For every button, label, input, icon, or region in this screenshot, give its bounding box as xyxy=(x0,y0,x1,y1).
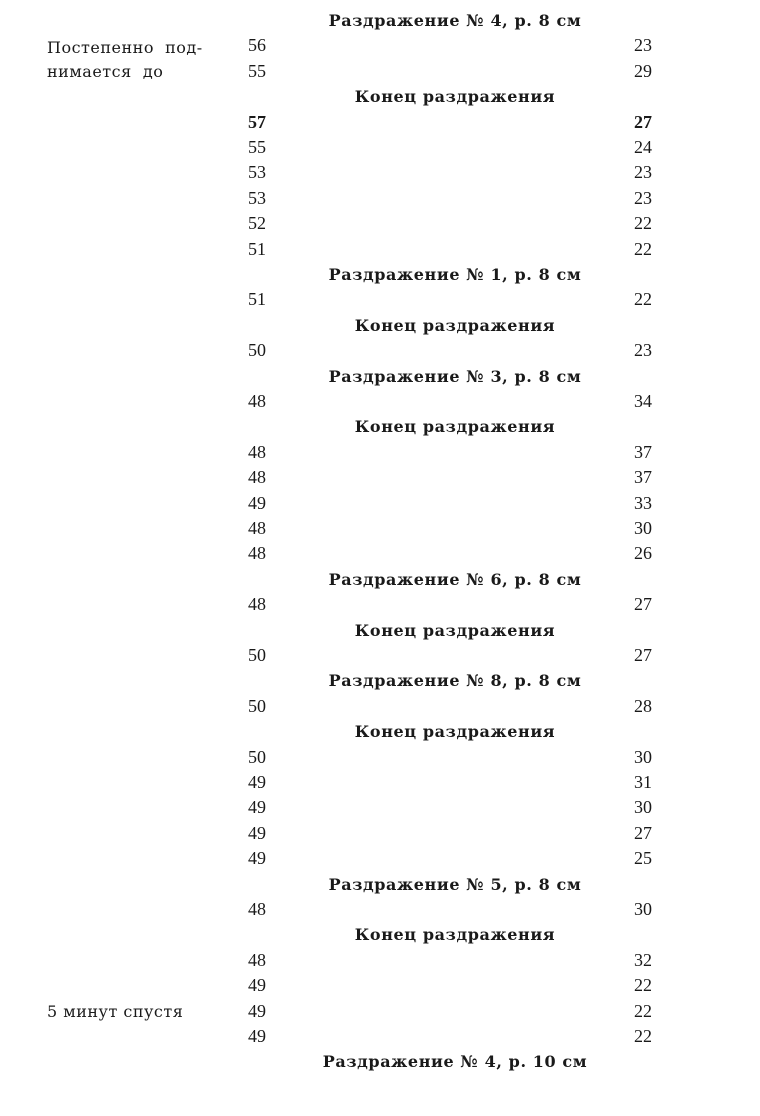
stimulation-heading xyxy=(0,262,760,287)
table-row xyxy=(0,948,760,973)
value-right: 23 xyxy=(634,187,652,208)
value-left: 49 xyxy=(248,822,266,843)
note-five-minutes-later: 5 минут спустя xyxy=(47,1002,184,1021)
value-right: 25 xyxy=(634,848,652,869)
table-row xyxy=(0,745,760,770)
value-right: 23 xyxy=(634,340,652,361)
value-left: 49 xyxy=(248,772,266,792)
table-row xyxy=(0,592,760,617)
value-left: 53 xyxy=(248,187,266,208)
end-of-stimulation-heading xyxy=(0,414,760,439)
end-of-stimulation-heading xyxy=(0,84,760,109)
end-label: Конец раздражения xyxy=(354,417,556,437)
stimulation-heading xyxy=(0,1049,760,1074)
stimulation-label: Раздражение № 3, р. 8 см xyxy=(328,366,582,386)
value-right: 33 xyxy=(634,492,652,513)
end-of-stimulation-heading xyxy=(0,618,760,643)
table-row xyxy=(0,338,760,363)
value-right: 31 xyxy=(634,772,652,792)
value-right: 26 xyxy=(634,543,652,564)
value-right: 30 xyxy=(634,899,652,919)
end-of-stimulation-heading xyxy=(0,719,760,744)
value-right: 23 xyxy=(634,35,652,56)
value-left: 48 xyxy=(248,949,266,970)
table-row xyxy=(0,440,760,465)
value-right: 32 xyxy=(634,949,652,970)
table-row xyxy=(0,465,760,490)
table-row xyxy=(0,973,760,998)
table-row xyxy=(0,846,760,871)
end-label: Конец раздражения xyxy=(354,87,556,107)
value-right: 22 xyxy=(634,213,652,234)
value-left: 49 xyxy=(248,848,266,869)
value-left: 48 xyxy=(248,543,266,564)
value-left: 57 xyxy=(248,111,266,132)
value-right: 28 xyxy=(634,695,652,716)
end-of-stimulation-heading xyxy=(0,313,760,338)
stimulation-heading xyxy=(0,872,760,897)
table-row xyxy=(0,821,760,846)
table-row xyxy=(0,516,760,541)
table-row xyxy=(0,643,760,668)
table-row xyxy=(0,795,760,820)
value-right: 23 xyxy=(634,162,652,183)
stimulation-label: Раздражение № 4, р. 10 см xyxy=(322,1052,588,1072)
value-left: 49 xyxy=(248,492,266,513)
stimulation-label: Раздражение № 1, р. 8 см xyxy=(328,265,582,284)
table-row xyxy=(0,287,760,312)
table-row xyxy=(0,59,760,84)
stimulation-heading xyxy=(0,567,760,592)
value-left: 55 xyxy=(248,60,266,81)
stimulation-heading xyxy=(0,364,760,389)
end-label: Конец раздражения xyxy=(354,620,556,640)
value-left: 48 xyxy=(248,391,266,411)
table-row xyxy=(0,33,760,58)
value-right: 29 xyxy=(634,60,652,81)
table-row xyxy=(0,211,760,236)
end-label: Конец раздражения xyxy=(354,722,556,742)
note-gradual-line-1: Постепенно под- xyxy=(47,38,203,57)
value-left: 52 xyxy=(248,213,266,234)
value-right: 22 xyxy=(634,1026,652,1046)
value-right: 30 xyxy=(634,746,652,767)
value-right: 30 xyxy=(634,518,652,538)
value-left: 56 xyxy=(248,35,266,56)
value-left: 48 xyxy=(248,441,266,462)
value-right: 27 xyxy=(634,111,652,132)
value-right: 22 xyxy=(634,975,652,996)
value-left: 48 xyxy=(248,899,266,919)
value-left: 49 xyxy=(248,1026,266,1046)
value-right: 34 xyxy=(634,391,652,411)
value-left: 51 xyxy=(248,289,266,310)
value-right: 30 xyxy=(634,797,652,818)
value-right: 37 xyxy=(634,441,652,462)
value-left: 49 xyxy=(248,975,266,996)
value-right: 22 xyxy=(634,1000,652,1021)
end-label: Конец раздражения xyxy=(354,315,556,335)
table-row xyxy=(0,770,760,795)
value-left: 50 xyxy=(248,340,266,361)
table-row xyxy=(0,694,760,719)
table-row xyxy=(0,541,760,566)
value-left: 50 xyxy=(248,746,266,767)
value-left: 48 xyxy=(248,594,266,615)
value-left: 50 xyxy=(248,695,266,716)
value-right: 22 xyxy=(634,289,652,310)
table-row xyxy=(0,999,760,1024)
table-row xyxy=(0,110,760,135)
value-left: 48 xyxy=(248,467,266,488)
value-right: 24 xyxy=(634,137,652,157)
value-left: 49 xyxy=(248,1000,266,1021)
value-right: 22 xyxy=(634,238,652,259)
table-row xyxy=(0,186,760,211)
table-row xyxy=(0,237,760,262)
table-row xyxy=(0,389,760,414)
stimulation-label: Раздражение № 5, р. 8 см xyxy=(328,874,582,894)
value-left: 49 xyxy=(248,797,266,818)
stimulation-heading xyxy=(0,668,760,693)
table-row xyxy=(0,1024,760,1049)
stimulation-label: Раздражение № 6, р. 8 см xyxy=(328,569,582,589)
end-of-stimulation-heading xyxy=(0,922,760,947)
value-left: 53 xyxy=(248,162,266,183)
value-left: 55 xyxy=(248,137,266,157)
end-label: Конец раздражения xyxy=(354,925,556,945)
stimulation-label: Раздражение № 8, р. 8 см xyxy=(328,671,582,691)
value-right: 27 xyxy=(634,645,652,665)
value-left: 48 xyxy=(248,518,266,538)
table-row xyxy=(0,135,760,160)
value-right: 27 xyxy=(634,822,652,843)
value-left: 51 xyxy=(248,238,266,259)
table-row xyxy=(0,897,760,922)
value-left: 50 xyxy=(248,645,266,665)
stimulation-heading xyxy=(0,8,760,33)
value-right: 37 xyxy=(634,467,652,488)
table-row xyxy=(0,160,760,185)
note-gradual-line-2: нимается до xyxy=(47,62,164,81)
value-right: 27 xyxy=(634,594,652,615)
table-row xyxy=(0,491,760,516)
stimulation-label: Раздражение № 4, р. 8 см xyxy=(328,11,582,30)
